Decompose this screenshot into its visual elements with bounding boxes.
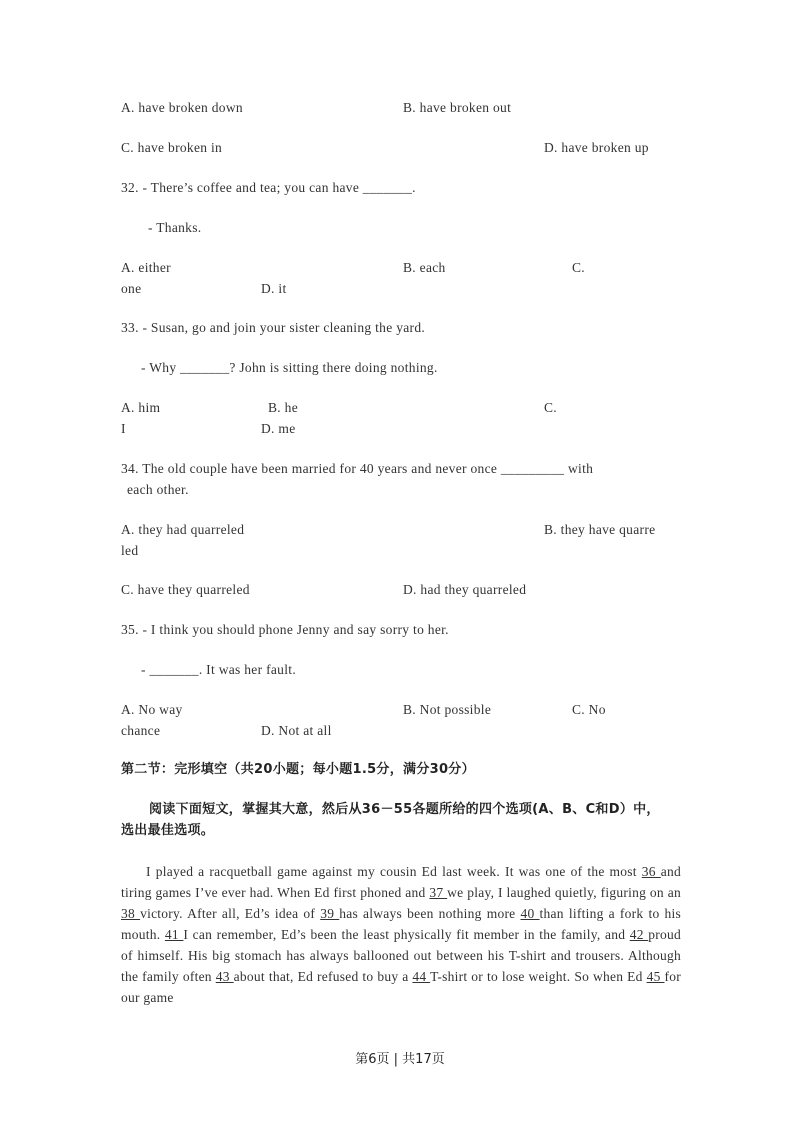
blank-41: 41	[164, 927, 184, 942]
q34-stem-line2: each other.	[127, 482, 189, 497]
q32-reply: - Thanks.	[148, 220, 202, 235]
q34-option-d: D. had they quarreled	[403, 582, 527, 597]
page-footer: 第6页 | 共17页	[355, 1052, 445, 1067]
passage-text: and tiring games I’ve ever had. When Ed first phoned and	[121, 864, 681, 900]
q33-option-a: A. him	[121, 400, 161, 415]
q31-option-a: A. have broken down	[121, 100, 243, 115]
q31-option-c: C. have broken in	[121, 140, 223, 155]
blank-45: 45	[646, 969, 665, 984]
passage-text: I can remember, Ed’s been the least physically fit member in the family, and	[183, 927, 630, 942]
q35-option-b: B. Not possible	[403, 702, 492, 717]
q35-option-d: D. Not at all	[261, 723, 332, 738]
section-heading: 第二节：完形填空（共20小题；每小题1.5分，满分30分）	[121, 762, 475, 777]
q31-option-b: B. have broken out	[403, 100, 512, 115]
passage-text: about that, Ed refused to buy a	[233, 969, 413, 984]
section-instruction-line2: 选出最佳选项。	[121, 823, 215, 838]
q34-stem-line1: 34. The old couple have been married for 40 years and never once _________ with	[121, 461, 594, 476]
q35-stem: 35. - I think you should phone Jenny and say sorry to her.	[121, 622, 449, 637]
blank-42: 42	[629, 927, 649, 942]
blank-39: 39	[320, 906, 340, 921]
passage-text: proud of himself. His big stomach has always ballooned out between his T-shirt and trousers. Although the family often	[121, 927, 681, 984]
blank-38: 38	[121, 906, 141, 921]
q31-option-d: D. have broken up	[544, 140, 649, 155]
q35-option-c-text: chance	[121, 723, 161, 738]
passage-text: for our game	[121, 969, 681, 1005]
q34-option-b-wrap: led	[121, 543, 139, 558]
q32-option-a: A. either	[121, 260, 171, 275]
blank-40: 40	[520, 906, 540, 921]
q34-option-b: B. they have quarre	[544, 522, 656, 537]
cloze-passage	[121, 861, 681, 1008]
q35-reply: - _______. It was her fault.	[141, 662, 296, 677]
q32-option-d: D. it	[261, 281, 287, 296]
q33-stem: 33. - Susan, go and join your sister cleaning the yard.	[121, 320, 426, 335]
q32-option-c-text: one	[121, 281, 142, 296]
q33-option-d: D. me	[261, 421, 296, 436]
q34-option-a: A. they had quarreled	[121, 522, 245, 537]
q34-option-c: C. have they quarreled	[121, 582, 250, 597]
q35-option-c-letter: C. No	[572, 702, 606, 717]
q33-option-c-letter: C.	[544, 400, 557, 415]
passage-text: victory. After all, Ed’s idea of	[140, 906, 321, 921]
q35-option-a: A. No way	[121, 702, 183, 717]
blank-44: 44	[412, 969, 431, 984]
blank-43: 43	[215, 969, 234, 984]
passage-text: has always been nothing more	[339, 906, 521, 921]
blank-36: 36	[641, 864, 661, 879]
passage-text: T-shirt or to lose weight. So when Ed	[430, 969, 647, 984]
passage-text: than lifting a fork to his mouth.	[121, 906, 682, 942]
section-instruction-line1: 阅读下面短文，掌握其大意，然后从36－55各题所给的四个选项(A、B、C和D）中，	[149, 802, 660, 817]
q32-stem: 32. - There’s coffee and tea; you can have _______.	[121, 180, 416, 195]
passage-text: I played a racquetball game against my cousin Ed last week. It was one of the most	[146, 864, 642, 879]
q33-reply: - Why _______? John is sitting there doing nothing.	[141, 360, 438, 375]
q32-option-c-letter: C.	[572, 260, 585, 275]
blank-37: 37	[429, 885, 448, 900]
q33-option-b: B. he	[268, 400, 298, 415]
q32-option-b: B. each	[403, 260, 446, 275]
passage-text: we play, I laughed quietly, figuring on an	[447, 885, 681, 900]
q33-option-c-text: I	[121, 421, 126, 436]
